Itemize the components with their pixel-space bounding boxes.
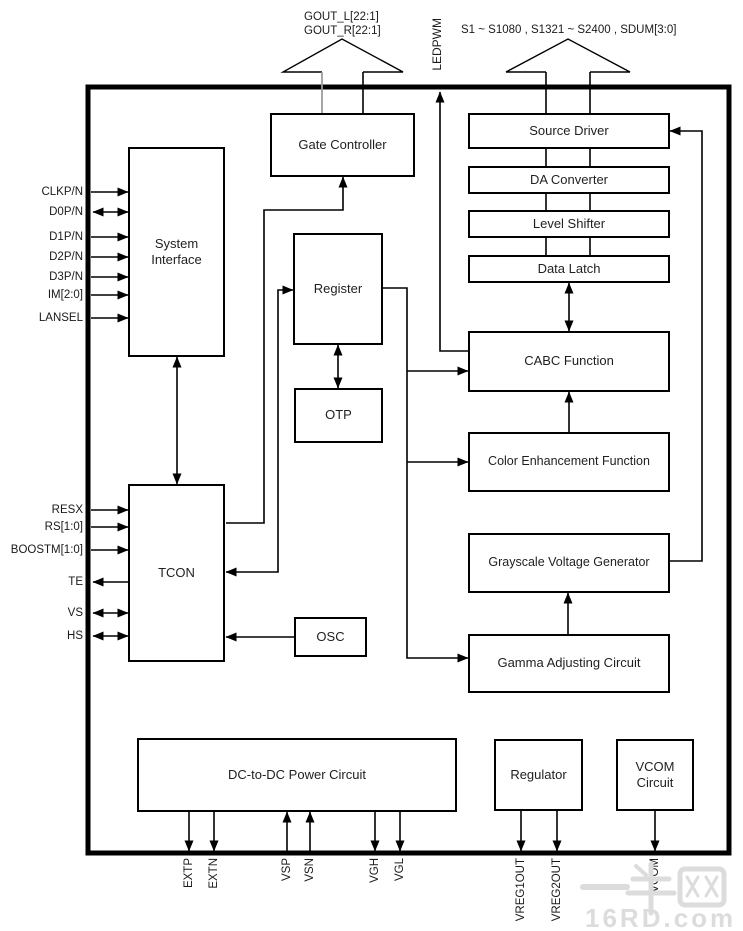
pin-te: TE	[68, 576, 83, 588]
pin-vcom: VCOM	[649, 858, 661, 893]
gate-output-label-left: GOUT_L[22:1]	[304, 11, 379, 23]
block-color-enhancement: Color Enhancement Function	[468, 432, 670, 492]
pin-vgl: VGL	[394, 858, 406, 882]
block-cabc-function: CABC Function	[468, 331, 670, 392]
block-vcom-circuit: VCOM Circuit	[616, 739, 694, 811]
pin-vreg2out: VREG2OUT	[551, 858, 563, 922]
pin-vs: VS	[67, 607, 83, 619]
ledpwm-label: LEDPWM	[430, 18, 444, 71]
block-gate-controller: Gate Controller	[270, 113, 415, 177]
block-system-interface: System Interface	[128, 147, 225, 357]
pin-lansel: LANSEL	[38, 312, 83, 324]
block-tcon: TCON	[128, 484, 225, 662]
pin-d0pn: D0P/N	[49, 206, 83, 218]
pin-d3pn: D3P/N	[49, 271, 83, 283]
block-register: Register	[293, 233, 383, 345]
gate-output-bus-arrow	[283, 39, 403, 113]
pin-boostm: BOOSTM[1:0]	[10, 544, 83, 556]
pin-vsn: VSN	[304, 858, 316, 882]
pin-extp: EXTP	[183, 858, 195, 889]
pin-d2pn: D2P/N	[49, 251, 83, 263]
block-level-shifter: Level Shifter	[468, 210, 670, 238]
block-otp: OTP	[294, 388, 383, 443]
block-data-latch: Data Latch	[468, 255, 670, 283]
pin-resx: RESX	[51, 504, 83, 516]
block-da-converter: DA Converter	[468, 166, 670, 194]
block-grayscale-generator: Grayscale Voltage Generator	[468, 533, 670, 593]
source-output-bus-arrow	[506, 39, 630, 113]
block-osc: OSC	[294, 617, 367, 657]
pin-im20: IM[2:0]	[47, 289, 83, 301]
block-regulator: Regulator	[494, 739, 583, 811]
gate-output-label-right: GOUT_R[22:1]	[304, 25, 381, 37]
block-source-driver: Source Driver	[468, 113, 670, 149]
pin-rs10: RS[1:0]	[44, 521, 83, 533]
pin-extn: EXTN	[208, 858, 220, 889]
pin-clkpn: CLKP/N	[41, 186, 83, 198]
watermark-text: 16RD.com	[585, 903, 737, 931]
pin-d1pn: D1P/N	[49, 231, 83, 243]
block-gamma-adjusting: Gamma Adjusting Circuit	[468, 634, 670, 693]
pin-vreg1out: VREG1OUT	[515, 858, 527, 922]
pin-vsp: VSP	[281, 858, 293, 882]
pin-vgh: VGH	[369, 858, 381, 883]
source-output-label: S1 ~ S1080 , S1321 ~ S2400 , SDUM[3:0]	[461, 24, 677, 36]
pin-hs: HS	[67, 630, 83, 642]
block-dcdc-power: DC-to-DC Power Circuit	[137, 738, 457, 812]
